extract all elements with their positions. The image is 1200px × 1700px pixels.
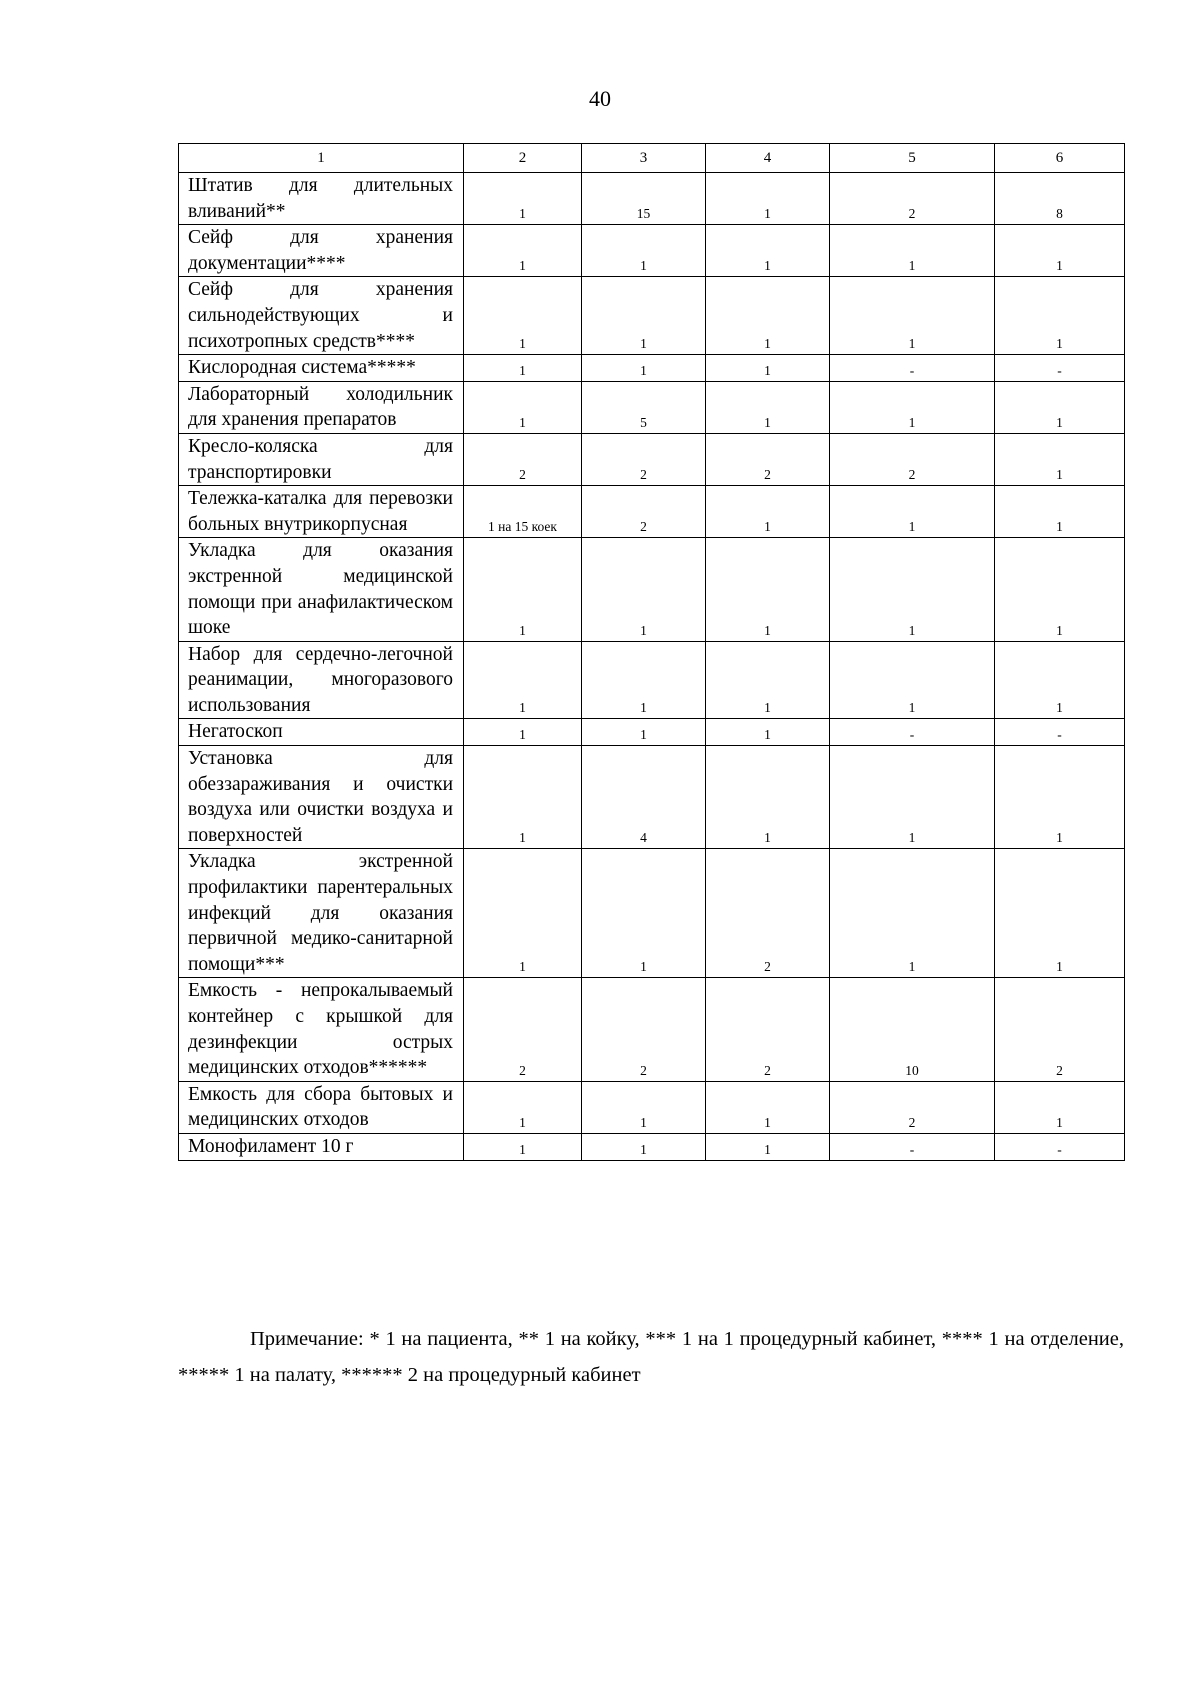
quantity-cell: 1 <box>995 849 1125 978</box>
quantity-cell: 1 <box>706 1133 830 1160</box>
equipment-name-cell: Штатив для длительных вливаний** <box>179 173 464 225</box>
quantity-cell: 1 <box>706 719 830 746</box>
quantity-cell: 8 <box>995 173 1125 225</box>
table-row <box>179 486 1125 538</box>
quantity-cell: 1 <box>582 719 706 746</box>
quantity-cell: 1 <box>830 277 995 355</box>
quantity-cell: 1 <box>464 173 582 225</box>
equipment-name-cell: Установка для обеззараживания и очистки воздуха или очистки воздуха и поверхностей <box>179 746 464 849</box>
quantity-cell: 1 <box>464 746 582 849</box>
equipment-name-cell: Емкость для сбора бытовых и медицинских отходов <box>179 1081 464 1133</box>
quantity-cell: 1 <box>995 746 1125 849</box>
quantity-cell: 5 <box>582 381 706 433</box>
table-row <box>179 381 1125 433</box>
quantity-cell: 1 <box>830 381 995 433</box>
quantity-cell: 1 <box>995 381 1125 433</box>
quantity-cell: 2 <box>830 1081 995 1133</box>
quantity-cell: 1 <box>464 225 582 277</box>
quantity-cell: 1 <box>706 486 830 538</box>
quantity-cell: 2 <box>582 433 706 485</box>
quantity-cell: 1 <box>582 1133 706 1160</box>
quantity-cell: 1 <box>995 1081 1125 1133</box>
quantity-cell: 1 <box>706 746 830 849</box>
equipment-name-cell: Лабораторный холодильник для хранения препаратов <box>179 381 464 433</box>
table-row <box>179 641 1125 719</box>
quantity-cell: 1 <box>995 641 1125 719</box>
table-row <box>179 719 1125 746</box>
quantity-cell: 2 <box>464 433 582 485</box>
table-row <box>179 746 1125 849</box>
quantity-cell: - <box>995 355 1125 382</box>
quantity-cell: 1 <box>582 538 706 641</box>
quantity-cell: 2 <box>995 978 1125 1081</box>
quantity-cell: 1 <box>582 355 706 382</box>
quantity-cell: 1 <box>706 277 830 355</box>
page-number: 40 <box>589 86 611 111</box>
quantity-cell: 1 <box>830 746 995 849</box>
quantity-cell: 1 <box>995 277 1125 355</box>
quantity-cell: 2 <box>706 433 830 485</box>
quantity-cell: 1 <box>830 225 995 277</box>
quantity-cell: 1 <box>464 277 582 355</box>
quantity-cell: 1 на 15 коек <box>464 486 582 538</box>
footnote: Примечание: * 1 на пациента, ** 1 на койку, *** 1 на 1 процедурный кабинет, **** 1 на отделение, ***** 1 на палату, ****** 2 на процедурный кабинет <box>178 1328 1124 1386</box>
table-row <box>179 849 1125 978</box>
column-header: 4 <box>706 144 830 173</box>
equipment-name-cell: Кресло-коляска для транспортировки <box>179 433 464 485</box>
quantity-cell: 15 <box>582 173 706 225</box>
table-row <box>179 538 1125 641</box>
equipment-name-cell: Укладка экстренной профилактики парентеральных инфекций для оказания первичной медико-санитарной помощи*** <box>179 849 464 978</box>
quantity-cell: 10 <box>830 978 995 1081</box>
quantity-cell: 1 <box>582 225 706 277</box>
quantity-cell: 1 <box>582 277 706 355</box>
quantity-cell: 1 <box>830 849 995 978</box>
quantity-cell: 1 <box>706 173 830 225</box>
quantity-cell: 1 <box>464 355 582 382</box>
quantity-cell: 2 <box>582 486 706 538</box>
quantity-cell: 2 <box>706 849 830 978</box>
quantity-cell: 1 <box>464 1081 582 1133</box>
equipment-name-cell: Сейф для хранения сильнодействующих и психотропных средств**** <box>179 277 464 355</box>
quantity-cell: 1 <box>995 225 1125 277</box>
column-header: 5 <box>830 144 995 173</box>
quantity-cell: 2 <box>830 173 995 225</box>
quantity-cell: - <box>830 1133 995 1160</box>
quantity-cell: 1 <box>582 641 706 719</box>
quantity-cell: 1 <box>830 641 995 719</box>
column-header: 3 <box>582 144 706 173</box>
quantity-cell: 1 <box>464 381 582 433</box>
quantity-cell: 2 <box>706 978 830 1081</box>
equipment-table <box>178 143 1125 1161</box>
quantity-cell: 1 <box>582 1081 706 1133</box>
quantity-cell: 1 <box>706 538 830 641</box>
quantity-cell: 1 <box>830 486 995 538</box>
quantity-cell: 4 <box>582 746 706 849</box>
quantity-cell: 1 <box>706 355 830 382</box>
table-row <box>179 1133 1125 1160</box>
quantity-cell: 1 <box>464 849 582 978</box>
quantity-cell: 1 <box>706 1081 830 1133</box>
equipment-name-cell: Тележка-каталка для перевозки больных внутрикорпусная <box>179 486 464 538</box>
table-header-row <box>179 144 1125 173</box>
table-row <box>179 225 1125 277</box>
quantity-cell: 1 <box>464 538 582 641</box>
quantity-cell: - <box>830 719 995 746</box>
table-row <box>179 1081 1125 1133</box>
column-header: 6 <box>995 144 1125 173</box>
equipment-name-cell: Набор для сердечно-легочной реанимации, многоразового использования <box>179 641 464 719</box>
quantity-cell: 1 <box>706 641 830 719</box>
table-row <box>179 978 1125 1081</box>
equipment-name-cell: Емкость - непрокалываемый контейнер с крышкой для дезинфекции острых медицинских отходов****** <box>179 978 464 1081</box>
quantity-cell: 1 <box>464 719 582 746</box>
quantity-cell: 1 <box>464 641 582 719</box>
table-row <box>179 173 1125 225</box>
quantity-cell: - <box>995 1133 1125 1160</box>
quantity-cell: 1 <box>995 433 1125 485</box>
quantity-cell: 1 <box>995 538 1125 641</box>
equipment-name-cell: Кислородная система***** <box>179 355 464 382</box>
table-row <box>179 277 1125 355</box>
column-header: 2 <box>464 144 582 173</box>
quantity-cell: 1 <box>706 225 830 277</box>
quantity-cell: 1 <box>830 538 995 641</box>
quantity-cell: 1 <box>706 381 830 433</box>
quantity-cell: - <box>830 355 995 382</box>
quantity-cell: 1 <box>582 849 706 978</box>
table-row <box>179 355 1125 382</box>
equipment-name-cell: Негатоскоп <box>179 719 464 746</box>
equipment-name-cell: Монофиламент 10 г <box>179 1133 464 1160</box>
column-header: 1 <box>179 144 464 173</box>
table-row <box>179 433 1125 485</box>
quantity-cell: 2 <box>582 978 706 1081</box>
quantity-cell: - <box>995 719 1125 746</box>
quantity-cell: 1 <box>464 1133 582 1160</box>
quantity-cell: 1 <box>995 486 1125 538</box>
equipment-name-cell: Укладка для оказания экстренной медицинской помощи при анафилактическом шоке <box>179 538 464 641</box>
quantity-cell: 2 <box>464 978 582 1081</box>
quantity-cell: 2 <box>830 433 995 485</box>
equipment-name-cell: Сейф для хранения документации**** <box>179 225 464 277</box>
